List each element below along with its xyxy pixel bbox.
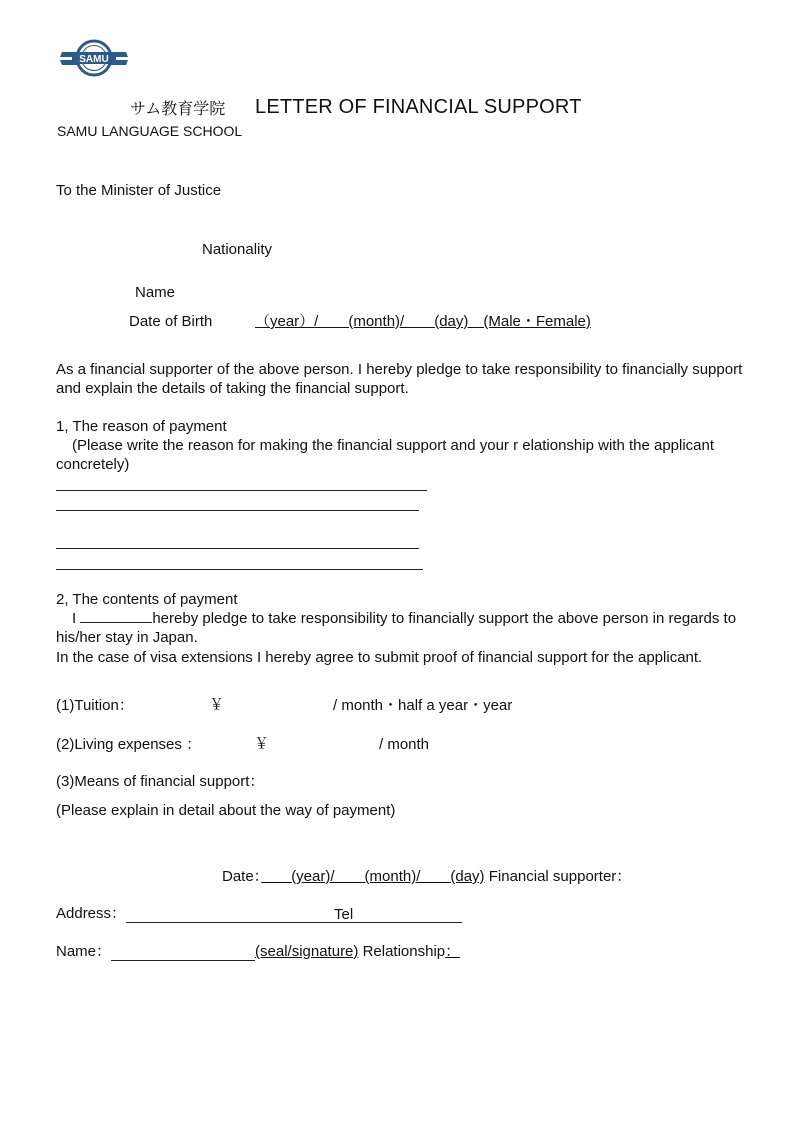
samu-logo	[58, 38, 130, 78]
tuition-label: (1)Tuition：	[56, 697, 134, 714]
pledge-text: hereby pledge to take responsibility to financially support the above person in regards to his/her stay in Japan.	[56, 610, 737, 646]
document-title: LETTER OF FINANCIAL SUPPORT	[255, 96, 582, 118]
seal-signature-label: (seal/signature)	[255, 943, 359, 960]
section2-pledge	[56, 609, 781, 647]
reason-line-3[interactable]	[56, 548, 419, 549]
date-of-birth-fields[interactable]: （year）/ (month)/ (day) (Male・Female)	[255, 313, 591, 330]
means-of-support-label: (3)Means of financial support：	[56, 773, 265, 790]
living-period: / month	[379, 736, 430, 753]
living-yen-symbol: ￥	[254, 735, 270, 752]
pledge-prefix: I	[72, 610, 77, 627]
relationship-label: Relationship	[362, 943, 446, 960]
tel-label: Tel	[334, 906, 354, 923]
living-expenses-label: (2)Living expenses ：	[56, 736, 202, 753]
section1-instruction: (Please write the reason for making the financial support and your r elationship with the applicant concretely)	[56, 437, 715, 473]
address-label: Address：	[56, 905, 127, 922]
financial-supporter-label: Financial supporter：	[488, 868, 632, 885]
reason-line-4[interactable]	[56, 569, 423, 570]
reason-line-1[interactable]	[56, 490, 427, 491]
means-of-support-instruction: (Please explain in detail about the way of payment)	[56, 802, 396, 819]
addressee: To the Minister of Justice	[56, 182, 222, 199]
relationship-field[interactable]: ：	[445, 943, 461, 960]
supporter-name-blank[interactable]	[80, 610, 152, 623]
date-fields[interactable]: (year)/ (month)/ (day)	[261, 868, 485, 885]
visa-extension-note: In the case of visa extensions I hereby agree to submit proof of financial support for the applicant.	[56, 649, 703, 666]
name-signature-row	[56, 942, 460, 961]
reason-line-2[interactable]	[56, 510, 419, 511]
supporter-name-label: Name：	[56, 943, 112, 960]
tuition-period-options[interactable]: / month・half a year・year	[333, 697, 513, 714]
address-row	[56, 904, 462, 923]
date-label: Date：	[222, 868, 262, 885]
date-of-birth-label: Date of Birth	[129, 313, 213, 330]
signing-date-row	[222, 867, 631, 886]
section1-heading: 1, The reason of payment	[56, 418, 227, 435]
intro-paragraph: As a financial supporter of the above person. I hereby pledge to take responsibility to financially support and explain the details of taking the financial support.	[56, 361, 743, 397]
nationality-label: Nationality	[202, 241, 273, 258]
supporter-name-field[interactable]	[111, 945, 255, 961]
name-label: Name	[135, 284, 176, 301]
address-field[interactable]	[126, 907, 462, 923]
school-name-japanese: サム教育学院	[130, 101, 226, 118]
school-name-english: SAMU LANGUAGE SCHOOL	[57, 123, 243, 139]
section2-heading: 2, The contents of payment	[56, 591, 238, 608]
svg-text:SAMU: SAMU	[79, 54, 109, 65]
tuition-yen-symbol: ￥	[209, 696, 225, 713]
